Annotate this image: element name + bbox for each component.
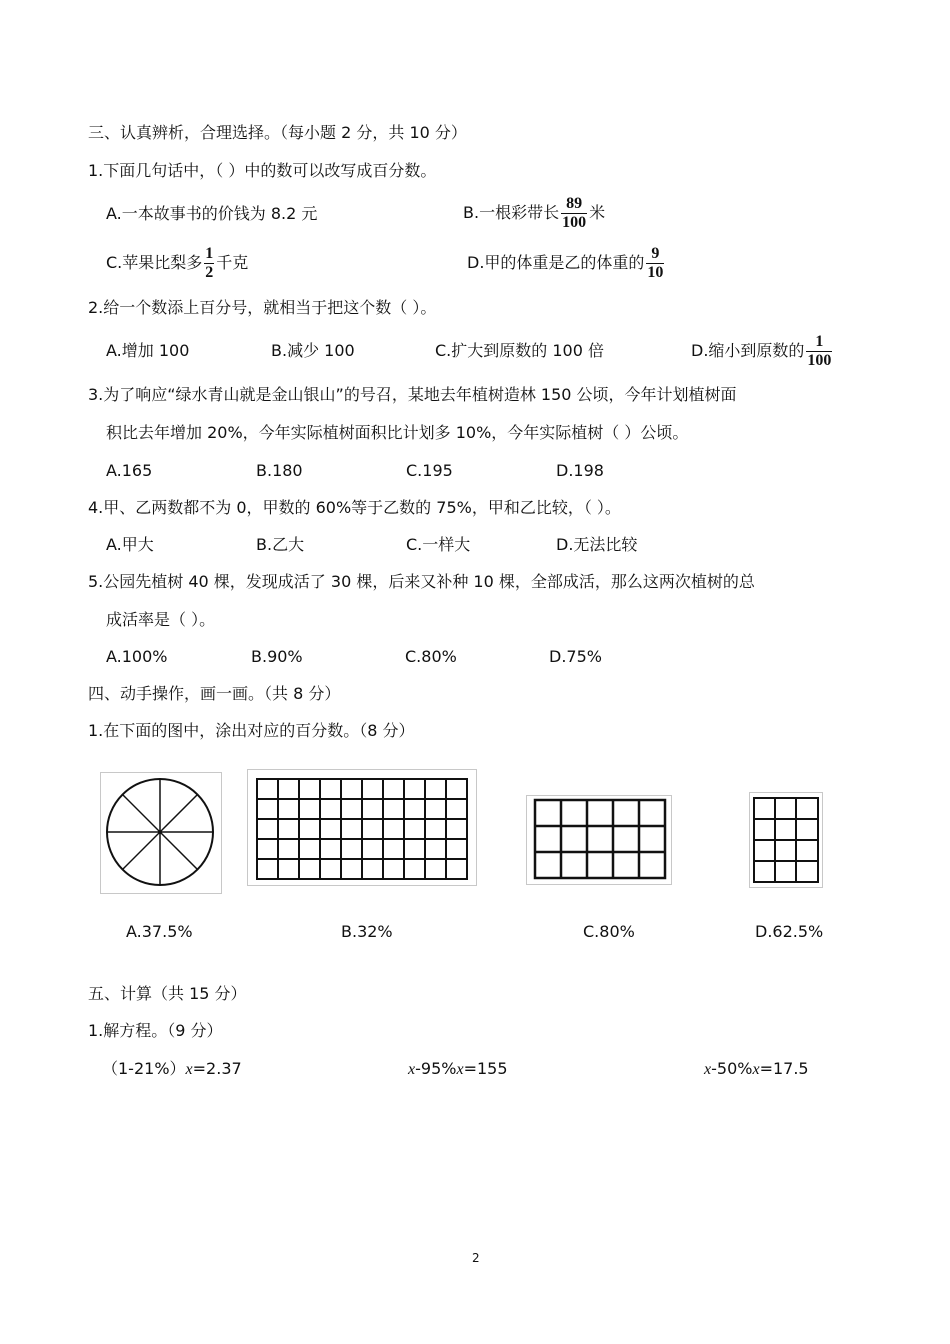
fraction-denominator: 100 [562,214,587,231]
figure-c-grid-5x3 [526,795,672,885]
question-4-stem: 4.甲、乙两数都不为 0，甲数的 60%等于乙数的 75%，甲和乙比较，（ ）。 [88,498,621,517]
q4-option-a: A.甲大 [106,535,154,554]
figure-d-grid-3x4 [749,792,823,888]
figure-d-label: D.62.5% [755,922,824,941]
q1-option-d-fraction [646,245,664,282]
q1-option-b-fraction [561,195,587,232]
section-4-question-1: 1.在下面的图中，涂出对应的百分数。（8 分） [88,721,415,740]
fraction-numerator: 9 [651,245,660,262]
figure-b-label: B.32% [341,922,393,941]
q3-option-a: A.165 [106,461,153,480]
variable-x: x [408,1061,416,1078]
figure-a-label: A.37.5% [126,922,193,941]
q1-option-b-unit: 米 [589,203,606,222]
q2-option-a: A.增加 100 [106,341,190,360]
equation-2 [408,1058,508,1081]
q2-option-d-text: D.缩小到原数的 [691,341,805,360]
q5-option-a: A.100% [106,647,168,666]
q1-option-d [467,241,666,285]
variable-x: x [185,1061,193,1078]
q2-option-c: C.扩大到原数的 100 倍 [435,341,604,360]
question-5-stem-line-1: 5.公园先植树 40 棵，发现成活了 30 棵，后来又补种 10 棵，全部成活，那么这两次植树的总 [88,572,755,591]
question-3-stem-line-2: 积比去年增加 20%，今年实际植树面积比计划多 10%，今年实际植树（ ）公顷。 [106,423,689,442]
variable-x: x [752,1061,760,1078]
q1-option-b-text: B.一根彩带长 [463,203,560,222]
question-3-stem-line-1: 3.为了响应“绿水青山就是金山银山”的号召，某地去年植树造林 150 公顷，今年计划植树面 [88,385,737,404]
fraction-denominator: 2 [205,264,214,281]
q1-option-c-text: C.苹果比梨多 [106,253,203,272]
question-2-stem: 2.给一个数添上百分号，就相当于把这个数（ ）。 [88,298,437,317]
q2-option-d-fraction [806,333,832,370]
equation-1-rhs: =2.37 [192,1059,242,1078]
equation-3-rhs: =17.5 [759,1059,809,1078]
variable-x: x [704,1061,712,1078]
figure-a-circle-eighths [100,772,222,894]
equation-3-mid: -50% [711,1059,753,1078]
section-5-heading: 五、计算（共 15 分） [88,984,247,1003]
fraction-numerator: 1 [205,245,214,262]
q2-option-b: B.减少 100 [271,341,355,360]
equation-3 [704,1058,809,1081]
q1-option-a: A.一本故事书的价钱为 8.2 元 [106,204,318,223]
figure-b-grid-10x5 [247,769,477,886]
q4-option-c: C.一样大 [406,535,471,554]
q1-option-c-fraction [204,245,214,282]
q3-option-b: B.180 [256,461,303,480]
q1-option-d-text: D.甲的体重是乙的体重的 [467,253,645,272]
fraction-numerator: 89 [566,195,583,212]
fraction-denominator: 10 [647,264,664,281]
equation-1 [102,1058,242,1081]
q5-option-d: D.75% [549,647,602,666]
q1-option-c [106,241,248,285]
figure-c-label: C.80% [583,922,635,941]
section-5-question-1: 1.解方程。（9 分） [88,1021,223,1040]
q3-option-d: D.198 [556,461,604,480]
q2-option-d [691,329,834,373]
q5-option-b: B.90% [251,647,303,666]
question-1-stem: 1.下面几句话中，（ ）中的数可以改写成百分数。 [88,161,437,180]
equation-2-rhs: =155 [463,1059,508,1078]
q1-option-b [463,191,605,235]
equation-1-prefix: （1-21%） [102,1059,186,1078]
q4-option-b: B.乙大 [256,535,305,554]
page-number: 2 [472,1251,480,1265]
fraction-denominator: 100 [807,352,832,369]
question-5-stem-line-2: 成活率是（ ）。 [106,610,216,629]
variable-x: x [456,1061,464,1078]
equation-2-mid: -95% [415,1059,457,1078]
q5-option-c: C.80% [405,647,457,666]
q3-option-c: C.195 [406,461,453,480]
fraction-numerator: 1 [815,333,824,350]
q1-option-c-unit: 千克 [216,253,249,272]
section-4-heading: 四、动手操作，画一画。（共 8 分） [88,684,341,703]
q4-option-d: D.无法比较 [556,535,638,554]
section-3-heading: 三、认真辨析，合理选择。（每小题 2 分，共 10 分） [88,123,467,142]
